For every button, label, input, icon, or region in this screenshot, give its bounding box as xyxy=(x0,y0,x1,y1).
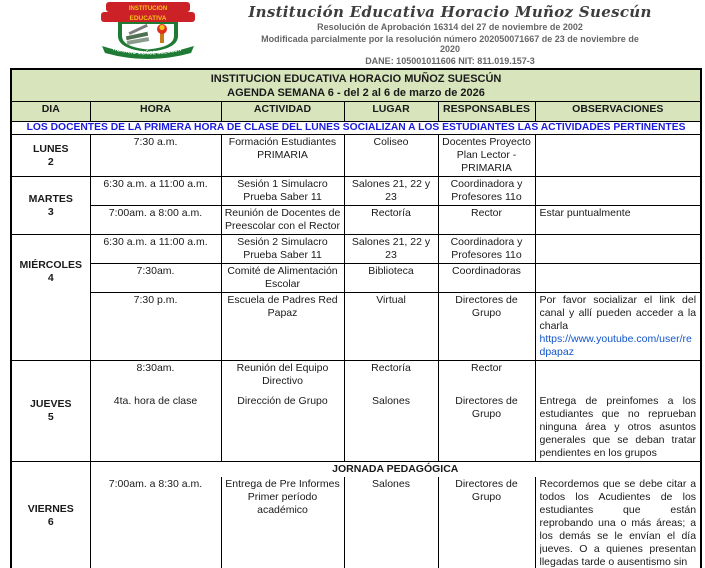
cell-responsables: Directores de Grupo xyxy=(438,394,535,462)
table-title-row xyxy=(11,69,701,102)
cell-hora: 7:00am. a 8:00 a.m. xyxy=(90,206,221,235)
notice-text: LOS DOCENTES DE LA PRIMERA HORA DE CLASE DEL LUNES SOCIALIZAN A LOS ESTUDIANTES LAS ACTIVIDADES PERTINENTES xyxy=(11,122,701,135)
day-cell-jueves xyxy=(11,361,90,462)
cell-observaciones xyxy=(535,477,701,568)
cell-lugar: Rectoría xyxy=(344,361,438,394)
day-label: JUEVES xyxy=(30,397,72,410)
cell-actividad: Sesión 1 Simulacro Prueba Saber 11 xyxy=(221,177,344,206)
cell-lugar: Salones 21, 22 y 23 xyxy=(344,235,438,264)
table-subtitle: AGENDA SEMANA 6 - del 2 al 6 de marzo de 2026 xyxy=(227,87,485,99)
day-cell-martes xyxy=(11,177,90,235)
cell-actividad: Reunión de Docentes de Preescolar con el Rector xyxy=(221,206,344,235)
logo-top-banner-line2: EDUCATIVA xyxy=(129,15,167,22)
cell-observaciones xyxy=(535,235,701,264)
modified-line: Modificada parcialmente por la resolución número 202050071667 de 23 de noviembre de 2020 xyxy=(261,33,639,54)
col-header-dia: DIA xyxy=(11,102,90,122)
row-miercoles-2 xyxy=(11,264,701,293)
day-number: 2 xyxy=(47,155,54,168)
row-miercoles-1 xyxy=(11,235,701,264)
cell-observaciones: Estar puntualmente xyxy=(535,206,701,235)
cell-hora: 6:30 a.m. a 11:00 a.m. xyxy=(90,177,221,206)
logo-top-banner-line1: INSTITUCION xyxy=(128,6,168,12)
dane-nit-line: DANE: 105001011606 NIT: 811.019.157-3 xyxy=(365,55,535,66)
row-martes-1 xyxy=(11,177,701,206)
col-header-responsables: RESPONSABLES xyxy=(438,102,535,122)
table-title-cell xyxy=(11,69,701,102)
day-cell-miercoles xyxy=(11,235,90,361)
col-header-observaciones: OBSERVACIONES xyxy=(535,102,701,122)
day-cell-lunes xyxy=(11,135,90,177)
row-jueves-2 xyxy=(11,394,701,462)
row-viernes xyxy=(11,477,701,568)
cell-actividad: Escuela de Padres Red Papaz xyxy=(221,293,344,361)
cell-observaciones xyxy=(535,361,701,394)
cell-lugar: Rectoría xyxy=(344,206,438,235)
row-miercoles-3 xyxy=(11,293,701,361)
cell-hora: 7:30 p.m. xyxy=(90,293,221,361)
school-crest-logo xyxy=(92,1,204,61)
day-label: MIÉRCOLES xyxy=(19,259,82,271)
obs-text: Por favor socializar el link del canal y allí pueden acceder a la charla xyxy=(539,294,697,332)
cell-actividad: Reunión del Equipo Directivo xyxy=(221,361,344,394)
cell-lugar: Salones 21, 22 y 23 xyxy=(344,177,438,206)
column-header-row xyxy=(11,102,701,122)
school-crest-icon xyxy=(92,1,204,61)
col-header-lugar: LUGAR xyxy=(344,102,438,122)
day-number: 5 xyxy=(47,410,54,423)
cell-observaciones xyxy=(535,264,701,293)
letterhead xyxy=(0,0,705,66)
cell-hora: 4ta. hora de clase xyxy=(90,394,221,462)
cell-actividad: Formación Estudiantes PRIMARIA xyxy=(221,135,344,177)
day-number: 4 xyxy=(47,272,54,284)
table-title: INSTITUCION EDUCATIVA HORACIO MUÑOZ SUESCÚN xyxy=(210,73,502,85)
cell-hora: 7:00am. a 8:30 a.m. xyxy=(90,477,221,568)
cell-observaciones xyxy=(535,135,701,177)
day-cell-viernes xyxy=(11,461,90,568)
day-label: LUNES xyxy=(32,142,69,155)
letterhead-text xyxy=(205,4,695,66)
row-jornada-pedagogica xyxy=(11,461,701,477)
cell-responsables: Docentes Proyecto Plan Lector - PRIMARIA xyxy=(438,135,535,177)
row-martes-2 xyxy=(11,206,701,235)
cell-hora: 7:30am. xyxy=(90,264,221,293)
cell-actividad: Sesión 2 Simulacro Prueba Saber 11 xyxy=(221,235,344,264)
cell-responsables: Rector xyxy=(438,206,535,235)
cell-responsables: Directores de Grupo xyxy=(438,477,535,568)
cell-actividad: Entrega de Pre Informes Primer período académico xyxy=(221,477,344,568)
cell-responsables: Coordinadora y Profesores 11o xyxy=(438,235,535,264)
cell-lugar: Biblioteca xyxy=(344,264,438,293)
logo-bottom-banner: HORACIO MUÑOZ SUESCUN xyxy=(112,46,182,57)
cell-hora: 6:30 a.m. a 11:00 a.m. xyxy=(90,235,221,264)
notice-row xyxy=(11,122,701,135)
day-number: 3 xyxy=(47,205,54,218)
cell-observaciones xyxy=(535,177,701,206)
cell-observaciones xyxy=(535,293,701,361)
cell-lugar: Coliseo xyxy=(344,135,438,177)
agenda-table xyxy=(10,68,702,568)
day-label: MARTES xyxy=(28,192,73,205)
col-header-hora: HORA xyxy=(90,102,221,122)
cell-responsables: Rector xyxy=(438,361,535,394)
obs-text: Entrega de preinfomes a los estudiantes que no reprueban ninguna área y otros asuntos generales que se deban tratar pendientes en los grupos xyxy=(539,394,697,459)
cell-responsables: Directores de Grupo xyxy=(438,293,535,361)
day-label: VIERNES xyxy=(27,502,74,515)
jornada-banner: JORNADA PEDAGÓGICA xyxy=(90,461,701,477)
day-number: 6 xyxy=(47,515,54,528)
cell-hora: 8:30am. xyxy=(90,361,221,394)
cell-responsables: Coordinadoras xyxy=(438,264,535,293)
cell-hora: 7:30 a.m. xyxy=(90,135,221,177)
col-header-actividad: ACTIVIDAD xyxy=(221,102,344,122)
row-jueves-1 xyxy=(11,361,701,394)
row-lunes xyxy=(11,135,701,177)
cell-lugar: Salones xyxy=(344,394,438,462)
school-name: Institución Educativa Horacio Muñoz Suescún xyxy=(248,3,652,21)
resolution-line: Resolución de Aprobación 16314 del 27 de noviembre de 2002 xyxy=(317,22,583,32)
cell-responsables: Coordinadora y Profesores 11o xyxy=(438,177,535,206)
cell-lugar: Salones xyxy=(344,477,438,568)
cell-lugar: Virtual xyxy=(344,293,438,361)
cell-observaciones xyxy=(535,394,701,462)
cell-actividad: Dirección de Grupo xyxy=(221,394,344,462)
cell-actividad: Comité de Alimentación Escolar xyxy=(221,264,344,293)
obs-text: Recordemos que se debe citar a todos los Acudientes de los estudiantes que están reprobando una o más áreas; a los demás se le envían el día jueves. O a quienes presentan llegadas tarde o ausentismo sin xyxy=(539,478,697,568)
youtube-link[interactable]: https://www.youtube.com/user/redpapaz xyxy=(539,333,692,358)
